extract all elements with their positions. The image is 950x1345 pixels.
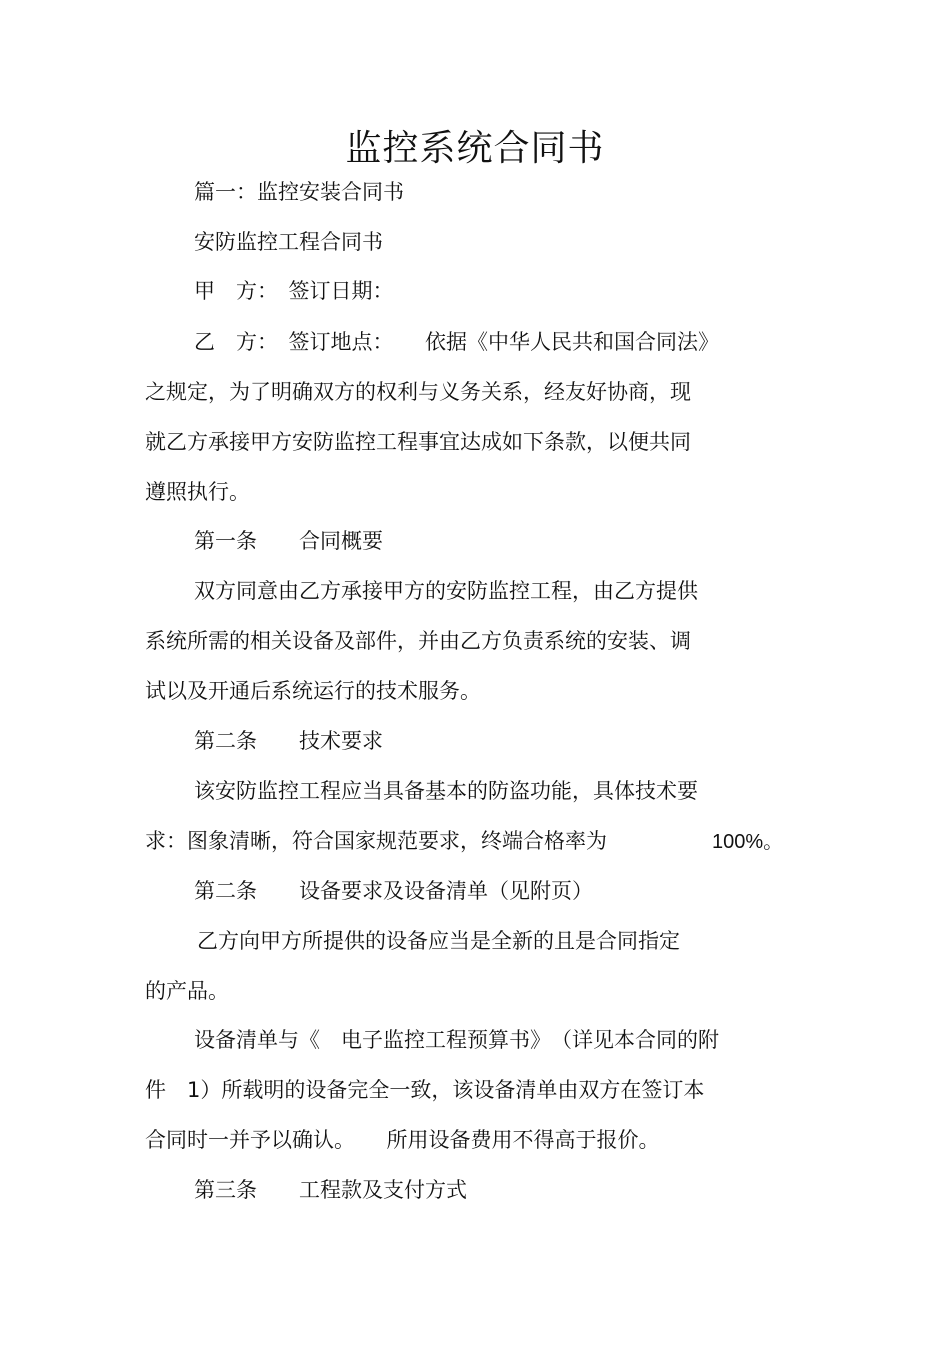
- pass-rate-value: 100%。: [712, 831, 784, 853]
- body-line: 双方同意由乙方承接甲方的安防监控工程，由乙方提供: [194, 579, 698, 603]
- body-line: 乙方向甲方所提供的设备应当是全新的且是合同指定: [197, 929, 680, 953]
- body-line: 系统所需的相关设备及部件，并由乙方负责系统的安装、调: [145, 629, 691, 653]
- article-2-heading: 第二条 技术要求: [194, 729, 383, 753]
- body-line: 遵照执行。: [145, 480, 250, 504]
- body-line: 就乙方承接甲方安防监控工程事宜达成如下条款，以便共同: [145, 430, 691, 454]
- party-b-line: 乙 方： 签订地点： 依据《中华人民共和国合同法》: [194, 330, 719, 354]
- body-line: 求：图象清晰，符合国家规范要求，终端合格率为: [145, 829, 607, 853]
- body-line: 之规定，为了明确双方的权利与义务关系，经友好协商，现: [145, 380, 691, 404]
- body-line: 设备清单与《 电子监控工程预算书》 （详见本合同的附: [194, 1028, 719, 1052]
- article-1-heading: 第一条 合同概要: [194, 529, 383, 553]
- body-line: 该安防监控工程应当具备基本的防盗功能，具体技术要: [194, 779, 698, 803]
- body-line: 件 1）所载明的设备完全一致，该设备清单由双方在签订本: [145, 1078, 705, 1102]
- article-equipment-heading: 第二条 设备要求及设备清单（见附页）: [194, 879, 593, 903]
- article-3-heading: 第三条 工程款及支付方式: [194, 1178, 467, 1202]
- chapter-heading: 篇一：监控安装合同书: [194, 180, 404, 204]
- body-line: 试以及开通后系统运行的技术服务。: [145, 679, 481, 703]
- party-a-line: 甲 方： 签订日期：: [194, 279, 394, 303]
- contract-name: 安防监控工程合同书: [194, 230, 383, 254]
- body-line: 的产品。: [145, 979, 229, 1003]
- document-title: 监控系统合同书: [345, 128, 605, 169]
- body-line: 合同时一并予以确认。 所用设备费用不得高于报价。: [145, 1128, 660, 1152]
